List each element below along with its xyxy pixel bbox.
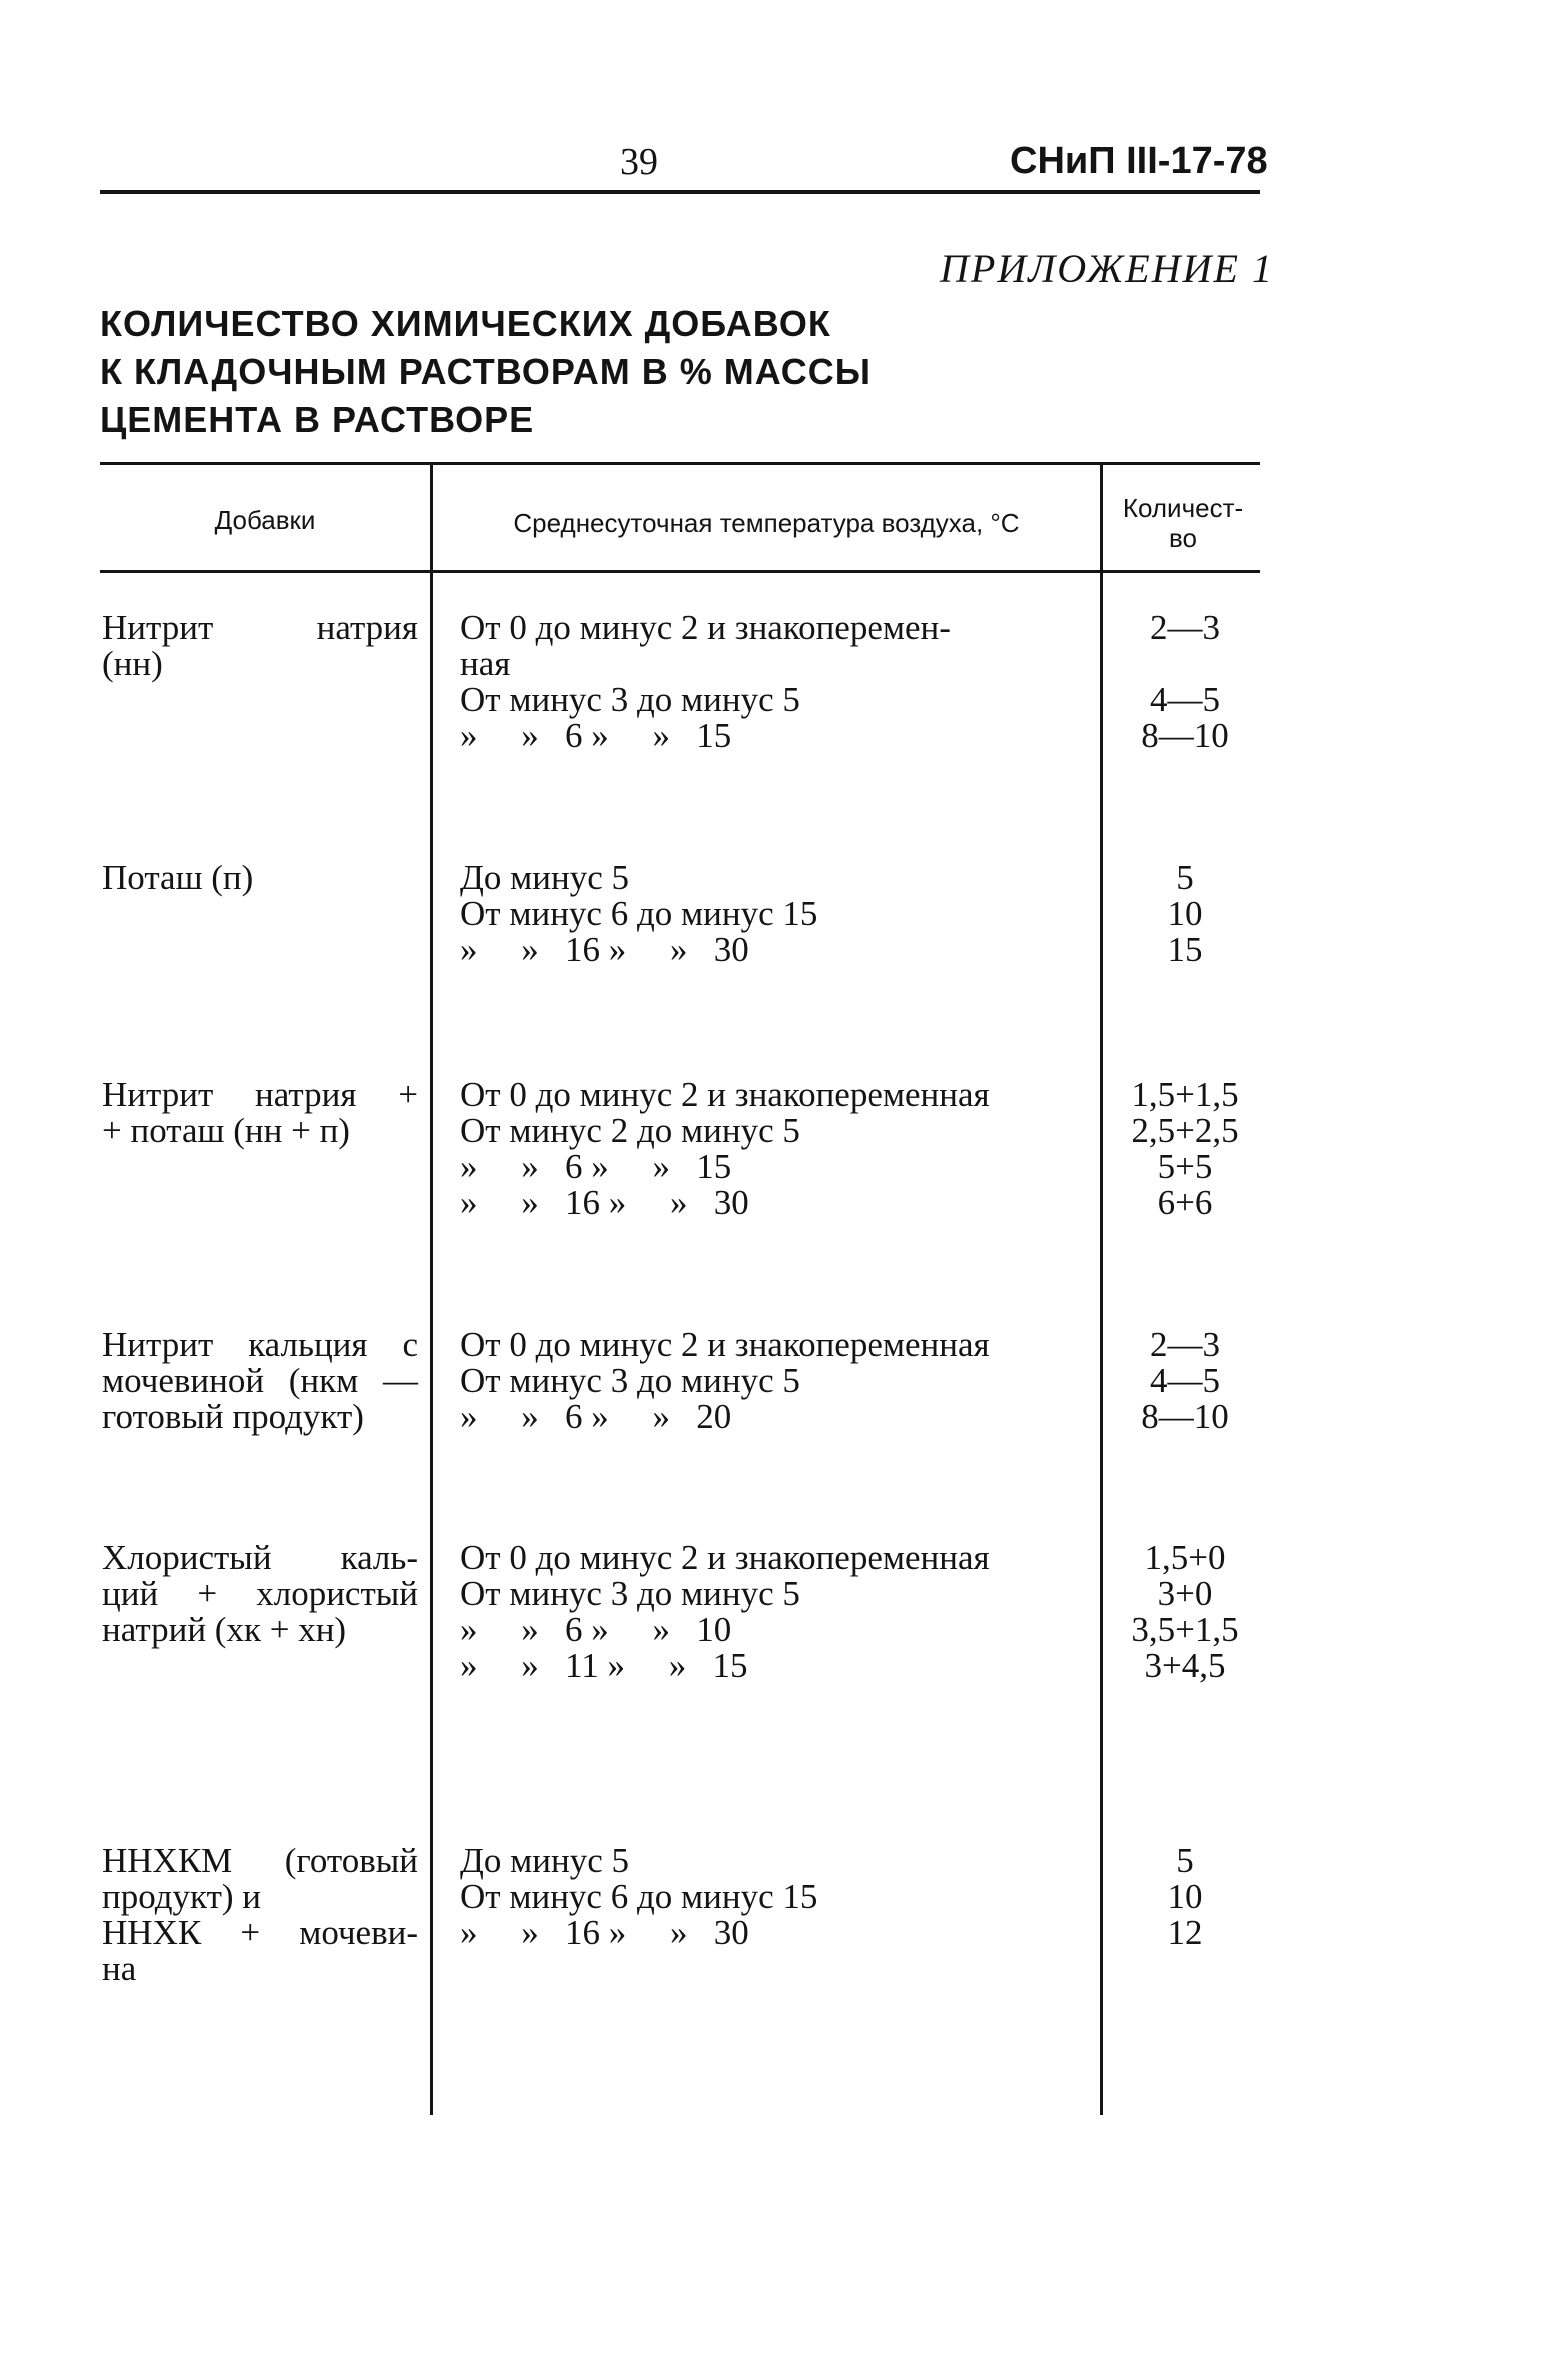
temperature-line: До минус 5 — [460, 1841, 630, 1880]
additive-cell — [102, 1077, 418, 1149]
additive-line: мочевиной (нкм — — [102, 1361, 418, 1400]
temperature-line: » » 16 » » 30 — [460, 1183, 749, 1222]
title-line: ЦЕМЕНТА В РАСТВОРЕ — [100, 399, 535, 440]
header-temperature: Среднесуточная температура воздуха, °С — [513, 508, 1020, 538]
temperature-line: От минус 3 до минус 5 — [460, 1574, 800, 1613]
quantity-cell — [1105, 860, 1265, 968]
header-quantity-line: Количест- — [1122, 493, 1244, 523]
temperature-line: До минус 5 — [460, 858, 630, 897]
title-line: КОЛИЧЕСТВО ХИМИЧЕСКИХ ДОБАВОК — [100, 303, 831, 344]
quantity-cell — [1105, 1843, 1265, 1951]
document-code: СНиП III-17-78 — [1010, 140, 1268, 182]
quantity-line: 1,5+0 — [1144, 1538, 1226, 1577]
temperature-line: От 0 до минус 2 и знакопеременная — [460, 1325, 990, 1364]
additive-cell — [102, 1540, 418, 1648]
additive-line: ННХКМ (готовый — [102, 1841, 418, 1880]
temperature-cell — [460, 1077, 1100, 1221]
quantity-line: 2—3 — [1150, 608, 1220, 647]
header-quantity — [1103, 493, 1263, 553]
temperature-line: » » 6 » » 20 — [460, 1397, 732, 1436]
additive-line: Поташ (п) — [102, 858, 254, 897]
temperature-line: » » 16 » » 30 — [460, 930, 749, 969]
temperature-line: От 0 до минус 2 и знакоперемен- — [460, 608, 951, 647]
quantity-line: 3,5+1,5 — [1131, 1610, 1239, 1649]
header-additive: Добавки — [214, 505, 316, 535]
additive-line: Нитрит кальция с — [102, 1325, 418, 1364]
quantity-line: 8—10 — [1141, 1397, 1229, 1436]
temperature-line: От минус 3 до минус 5 — [460, 680, 800, 719]
additive-cell — [102, 1327, 418, 1435]
quantity-line: 2,5+2,5 — [1131, 1111, 1239, 1150]
additive-line: ций + хлористый — [102, 1574, 418, 1613]
additive-line: (нн) — [102, 644, 163, 683]
additive-line: готовый продукт) — [102, 1397, 364, 1436]
header-rule — [100, 190, 1260, 194]
additive-cell — [102, 860, 418, 896]
temperature-line: » » 6 » » 15 — [460, 716, 732, 755]
temperature-line: От минус 3 до минус 5 — [460, 1361, 800, 1400]
temperature-line: » » 16 » » 30 — [460, 1913, 749, 1952]
quantity-line: 12 — [1167, 1913, 1203, 1952]
quantity-cell — [1105, 610, 1265, 754]
temperature-line: » » 6 » » 10 — [460, 1610, 732, 1649]
temperature-line: От минус 2 до минус 5 — [460, 1111, 800, 1150]
temperature-line: ная — [460, 644, 511, 683]
quantity-cell — [1105, 1077, 1265, 1221]
quantity-line: 5 — [1176, 1841, 1194, 1880]
quantity-line: 6+6 — [1157, 1183, 1213, 1222]
additive-line: Нитрит натрия — [102, 608, 418, 647]
quantity-line — [1105, 646, 1265, 682]
quantity-line: 4—5 — [1150, 680, 1220, 719]
additive-cell — [102, 610, 418, 682]
temperature-line: От минус 6 до минус 15 — [460, 1877, 818, 1916]
quantity-line: 10 — [1167, 894, 1203, 933]
quantity-line: 2—3 — [1150, 1325, 1220, 1364]
additive-cell — [102, 1843, 418, 1987]
quantity-line: 3+0 — [1157, 1574, 1213, 1613]
quantity-line: 5 — [1176, 858, 1194, 897]
temperature-cell — [460, 610, 1100, 754]
quantity-line: 5+5 — [1157, 1147, 1213, 1186]
temperature-cell — [460, 1843, 1100, 1951]
additive-line: продукт) и — [102, 1877, 262, 1916]
quantity-cell — [1105, 1327, 1265, 1435]
quantity-line: 8—10 — [1141, 716, 1229, 755]
additive-line: натрий (хк + хн) — [102, 1610, 347, 1649]
quantity-line: 3+4,5 — [1144, 1646, 1226, 1685]
quantity-line: 15 — [1167, 930, 1203, 969]
temperature-line: От 0 до минус 2 и знакопеременная — [460, 1075, 990, 1114]
temperature-cell — [460, 1540, 1100, 1684]
additive-line: Нитрит натрия + — [102, 1075, 418, 1114]
temperature-line: От 0 до минус 2 и знакопеременная — [460, 1538, 990, 1577]
column-divider — [1100, 465, 1103, 2115]
document-title — [100, 300, 1000, 444]
additive-line: на — [102, 1949, 137, 1988]
quantity-line: 1,5+1,5 — [1131, 1075, 1239, 1114]
quantity-line: 4—5 — [1150, 1361, 1220, 1400]
table-header-rule — [100, 570, 1260, 573]
title-line: К КЛАДОЧНЫМ РАСТВОРАМ В % МАССЫ — [100, 351, 872, 392]
additive-line: + поташ (нн + п) — [102, 1111, 350, 1150]
temperature-line: » » 11 » » 15 — [460, 1646, 748, 1685]
header-quantity-line: во — [1169, 523, 1197, 553]
temperature-cell — [460, 860, 1100, 968]
column-divider — [430, 465, 433, 2115]
temperature-cell — [460, 1327, 1100, 1435]
quantity-line: 10 — [1167, 1877, 1203, 1916]
quantity-cell — [1105, 1540, 1265, 1684]
additive-line: Хлористый каль- — [102, 1538, 418, 1577]
temperature-line: От минус 6 до минус 15 — [460, 894, 818, 933]
additive-line: ННХК + мочеви- — [102, 1913, 418, 1952]
page-number: 39 — [620, 141, 658, 183]
temperature-line: » » 6 » » 15 — [460, 1147, 732, 1186]
appendix-label: ПРИЛОЖЕНИЕ 1 — [940, 246, 1274, 291]
table-top-rule — [100, 462, 1260, 465]
